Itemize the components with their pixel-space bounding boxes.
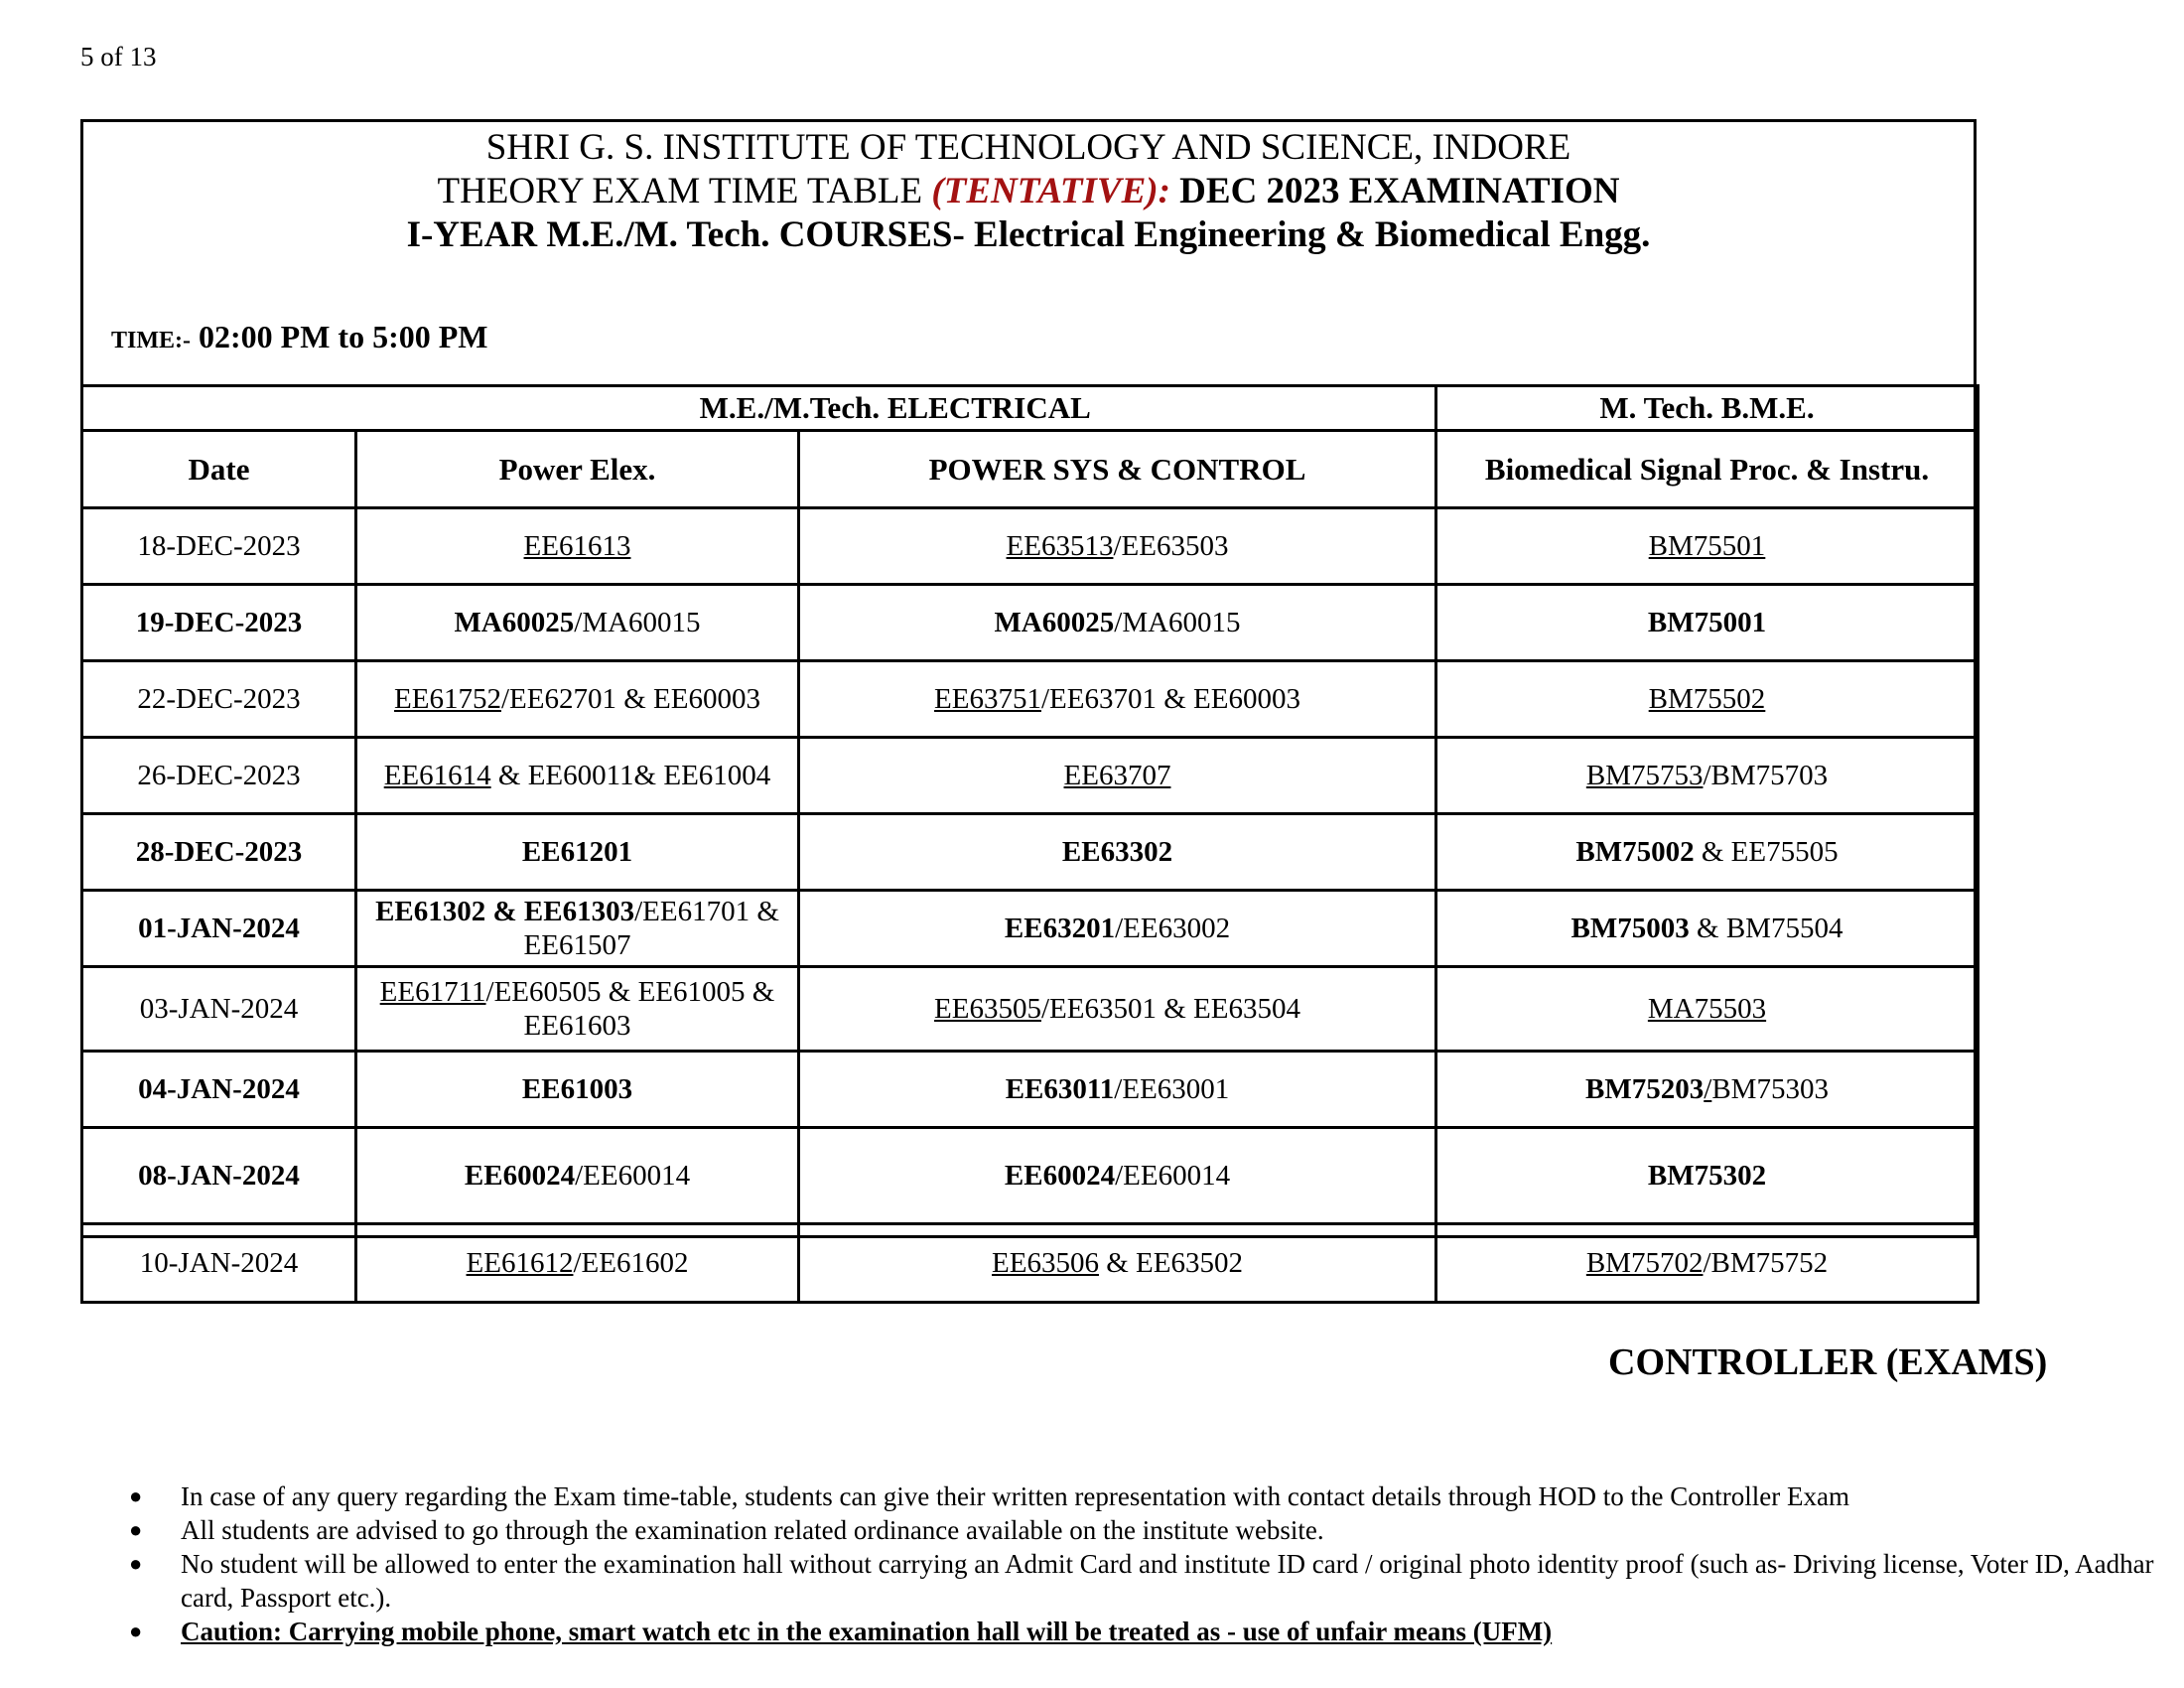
date-cell: 08-JAN-2024 (82, 1128, 356, 1224)
group-header-row (82, 386, 1979, 431)
course-code: /EE60014 (575, 1160, 691, 1192)
timetable (80, 384, 1979, 1304)
course-code: EE60024 (1004, 1160, 1116, 1192)
time-label: TIME:- (111, 328, 191, 353)
col-biomedical: Biomedical Signal Proc. & Instru. (1436, 431, 1979, 508)
course-code: /EE63501 & EE63504 (1040, 993, 1300, 1025)
course-code: EE63707 (1063, 760, 1171, 791)
course-code: MA75503 (1647, 993, 1767, 1025)
course-cell-pe (356, 967, 799, 1052)
course-cell-pe (356, 738, 799, 814)
course-code: EE61003 (521, 1073, 633, 1105)
course-cell-pe (356, 585, 799, 661)
date-cell: 26-DEC-2023 (82, 738, 356, 814)
course-cell-ps (799, 1224, 1436, 1303)
course-title: I-YEAR M.E./M. Tech. COURSES- Electrical Engineering & Biomedical Engg. (406, 214, 1651, 255)
course-code: BM75302 (1647, 1160, 1767, 1192)
course-code: BM75203 (1585, 1073, 1705, 1105)
course-code: BM75702 (1585, 1247, 1704, 1279)
exam-time (111, 319, 487, 355)
course-code: /EE63001 (1114, 1073, 1230, 1105)
note-item: ● In case of any query regarding the Exam time-table, students can give their written representation with contact details through HOD to the Controller Exam (129, 1479, 2154, 1513)
course-cell-bm (1436, 1224, 1979, 1303)
date-cell: 22-DEC-2023 (82, 661, 356, 738)
timetable-frame (80, 119, 1977, 1279)
course-cell-bm (1436, 967, 1979, 1052)
course-code: & EE75505 (1694, 836, 1839, 868)
course-code: /EE61602 (573, 1247, 689, 1279)
course-code: EE61711 (379, 976, 486, 1008)
course-code: EE60024 (464, 1160, 576, 1192)
course-cell-bm (1436, 508, 1979, 585)
course-code: BM75002 (1575, 836, 1695, 868)
controller-signature: CONTROLLER (EXAMS) (1608, 1341, 2048, 1383)
course-code: BM75501 (1648, 530, 1766, 562)
date-cell: 03-JAN-2024 (82, 967, 356, 1052)
note-item: ● No student will be allowed to enter the examination hall without carrying an Admit Card and institute ID card / original photo identity proof (such as- Driving license, Voter ID, Aadhar card, Passport etc.). (129, 1547, 2154, 1615)
course-cell-ps (799, 967, 1436, 1052)
page-number: 5 of 13 (80, 42, 157, 71)
timetable-body (82, 508, 1979, 1303)
course-code: & EE63502 (1098, 1247, 1243, 1279)
table-row (82, 891, 1979, 967)
notes-list (129, 1479, 2154, 1648)
course-code: /EE61701 & EE61507 (523, 896, 779, 961)
col-power-sys: POWER SYS & CONTROL (799, 431, 1436, 508)
course-code: BM75753 (1585, 760, 1704, 791)
col-date: Date (82, 431, 356, 508)
course-cell-bm (1436, 891, 1979, 967)
course-cell-pe (356, 1128, 799, 1224)
date-cell: 28-DEC-2023 (82, 814, 356, 891)
course-code: BM75502 (1648, 683, 1766, 715)
course-cell-ps (799, 738, 1436, 814)
course-code: EE63201 (1004, 913, 1116, 944)
course-code: EE61614 (383, 760, 491, 791)
course-cell-bm (1436, 1128, 1979, 1224)
course-code: /EE63002 (1115, 913, 1231, 944)
exam-title-prefix: THEORY EXAM TIME TABLE (437, 171, 932, 211)
course-code: EE61201 (521, 836, 633, 868)
course-code: EE61302 & EE61303 (375, 896, 635, 927)
course-code: /MA60015 (1114, 607, 1241, 638)
table-row (82, 967, 1979, 1052)
course-cell-ps (799, 585, 1436, 661)
table-row (82, 1128, 1979, 1224)
group-electrical: M.E./M.Tech. ELECTRICAL (356, 386, 1436, 431)
group-bme: M. Tech. B.M.E. (1436, 386, 1979, 431)
column-header-row (82, 431, 1979, 508)
course-code: EE63751 (934, 683, 1041, 715)
institute-name: SHRI G. S. INSTITUTE OF TECHNOLOGY AND SCIENCE, INDORE (485, 127, 1571, 168)
course-cell-ps (799, 1128, 1436, 1224)
course-cell-pe (356, 1052, 799, 1128)
course-code: EE63302 (1061, 836, 1173, 868)
course-cell-ps (799, 1052, 1436, 1128)
course-code: MA60025 (994, 607, 1115, 638)
date-cell: 01-JAN-2024 (82, 891, 356, 967)
col-power-elex: Power Elex. (356, 431, 799, 508)
course-code: & BM75504 (1689, 913, 1843, 944)
note-item: ● All students are advised to go through the examination related ordinance available on the institute website. (129, 1513, 2154, 1547)
course-code: EE61612 (466, 1247, 574, 1279)
course-cell-ps (799, 814, 1436, 891)
course-cell-ps (799, 508, 1436, 585)
course-cell-pe (356, 661, 799, 738)
time-value: 02:00 PM to 5:00 PM (191, 319, 488, 354)
table-row (82, 661, 1979, 738)
course-code: EE63513 (1006, 530, 1114, 562)
exam-session: DEC 2023 EXAMINATION (1169, 171, 1620, 211)
date-cell: 04-JAN-2024 (82, 1052, 356, 1128)
course-code: EE61752 (394, 683, 501, 715)
exam-title (83, 170, 1974, 212)
course-cell-ps (799, 661, 1436, 738)
course-cell-pe (356, 814, 799, 891)
date-cell: 10-JAN-2024 (82, 1224, 356, 1303)
course-code: / (1704, 1073, 1712, 1105)
course-cell-bm (1436, 661, 1979, 738)
date-cell: 18-DEC-2023 (82, 508, 356, 585)
table-row (82, 814, 1979, 891)
course-code: EE61613 (523, 530, 631, 562)
course-cell-bm (1436, 814, 1979, 891)
group-blank (82, 386, 356, 431)
course-code: /EE60014 (1115, 1160, 1231, 1192)
table-row (82, 1052, 1979, 1128)
caution-note: ● Caution: Carrying mobile phone, smart watch etc in the examination hall will be treated as - use of unfair means (UFM) (129, 1615, 2154, 1648)
course-code: /EE62701 & EE60003 (500, 683, 760, 715)
course-code: BM75303 (1711, 1073, 1829, 1105)
course-code: /BM75752 (1703, 1247, 1829, 1279)
course-code: /EE60505 & EE61005 & EE61603 (485, 976, 775, 1042)
date-cell: 19-DEC-2023 (82, 585, 356, 661)
table-row (82, 738, 1979, 814)
course-cell-pe (356, 1224, 799, 1303)
course-cell-bm (1436, 738, 1979, 814)
course-code: /EE63701 & EE60003 (1040, 683, 1300, 715)
course-cell-ps (799, 891, 1436, 967)
course-code: EE63505 (934, 993, 1041, 1025)
course-cell-pe (356, 891, 799, 967)
table-row (82, 585, 1979, 661)
course-cell-bm (1436, 1052, 1979, 1128)
course-code: BM75003 (1570, 913, 1690, 944)
course-code: & EE60011& EE61004 (490, 760, 771, 791)
course-code: /EE63503 (1113, 530, 1229, 562)
course-code: MA60025 (454, 607, 575, 638)
course-code: /BM75703 (1703, 760, 1829, 791)
table-row (82, 1224, 1979, 1303)
tentative-label: (TENTATIVE): (931, 171, 1170, 211)
course-code: BM75001 (1647, 607, 1767, 638)
course-code: EE63506 (992, 1247, 1099, 1279)
course-code: EE63011 (1005, 1073, 1115, 1105)
table-row (82, 508, 1979, 585)
course-code: /MA60015 (574, 607, 701, 638)
course-cell-pe (356, 508, 799, 585)
course-cell-bm (1436, 585, 1979, 661)
